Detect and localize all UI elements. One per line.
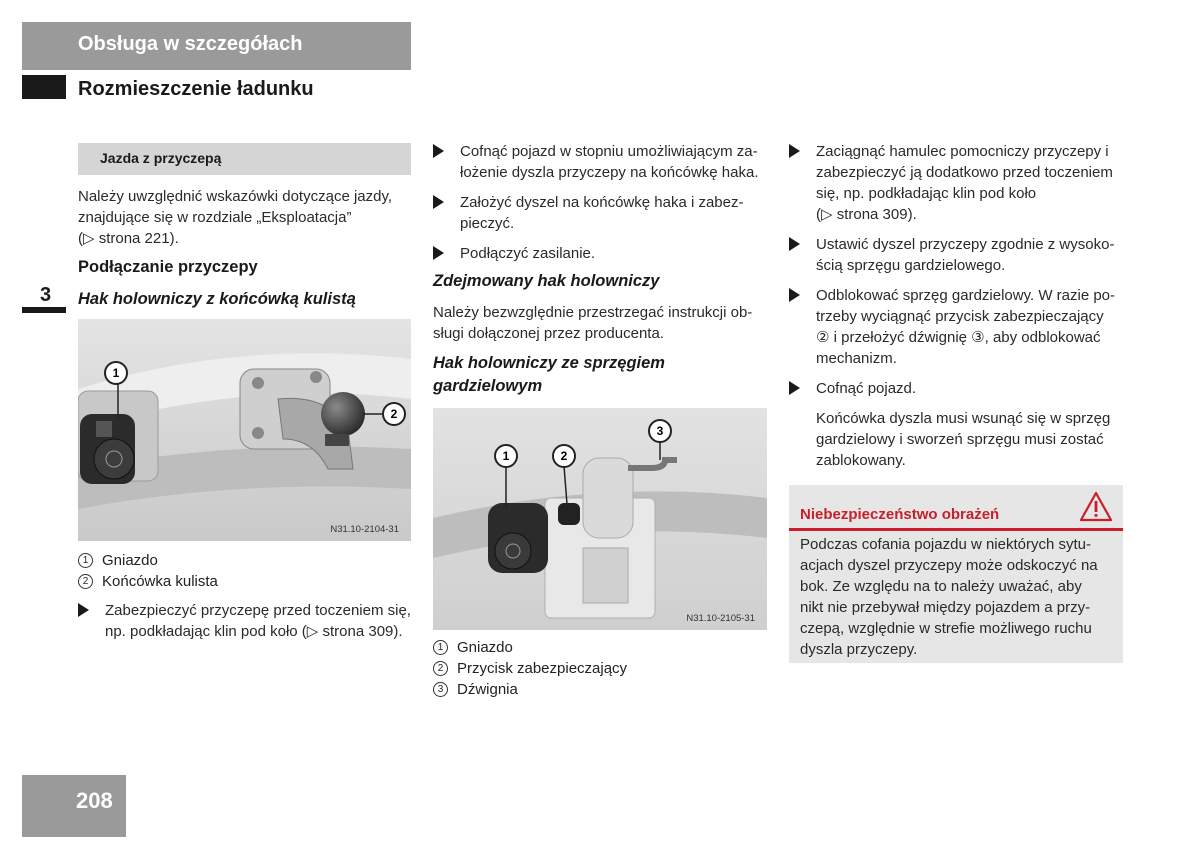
callout-1: 1	[112, 366, 120, 380]
bullet-line: Odblokować sprzęg gardzielowy. W razie po-	[816, 287, 1116, 304]
legend-figure1	[78, 550, 413, 592]
legend-item	[433, 679, 771, 700]
removable-paragraph	[433, 302, 771, 344]
bullet-arrow-icon	[433, 195, 444, 209]
warning-line: czepą, względnie w strefie możliwego ruchu	[800, 620, 1092, 637]
bullet-item	[789, 234, 1129, 276]
page-title: Rozmieszczenie ładunku	[78, 78, 314, 100]
heading-line: Hak holowniczy ze sprzęgiem	[433, 354, 665, 372]
legend-figure2	[433, 637, 771, 700]
bullet-item	[433, 141, 771, 183]
figure-code: N31.10-2105-31	[686, 613, 755, 624]
bullet-line: mechanizm.	[816, 350, 897, 367]
legend-item	[433, 637, 771, 658]
note-paragraph	[789, 408, 1129, 471]
bullet-arrow-icon	[78, 603, 89, 617]
jaw-coupling-illustration	[433, 408, 767, 630]
subheading: Jazda z przyczepą	[100, 150, 222, 166]
legend-label: Gniazdo	[457, 639, 513, 656]
bullet-line: Ustawić dyszel przyczepy zgodnie z wysoko-	[816, 236, 1115, 253]
bullet-arrow-icon	[433, 246, 444, 260]
legend-label: Przycisk zabezpieczający	[457, 660, 628, 677]
section-title: Obsługa w szczegółach	[78, 33, 303, 55]
paragraph-line: sługi dołączonej przez producenta.	[433, 325, 664, 342]
bullet-line: się, np. podkładając klin pod koło	[816, 185, 1037, 202]
legend-number: 1	[78, 553, 93, 568]
figure-jaw-coupling	[433, 408, 767, 630]
legend-number: 1	[433, 640, 448, 655]
warning-title: Niebezpieczeństwo obrażeń	[800, 506, 1000, 523]
bullet-line: (▷ strona 309).	[816, 206, 917, 223]
bullet-line: łożenie dyszla przyczepy na końcówkę haka.	[460, 164, 759, 181]
bullet-line: trzeby wyciągnąć przycisk zabezpieczający	[816, 308, 1104, 325]
bullet-line: Cofnąć pojazd w stopniu umożliwiającym za-	[460, 143, 758, 160]
note-line: zablokowany.	[816, 452, 906, 469]
column-2-bullets	[433, 141, 771, 264]
intro-line: znajdujące się w rozdziale „Eksploatacja”	[78, 209, 352, 226]
bullet-arrow-icon	[433, 144, 444, 158]
bullet-line: zabezpieczyć ją dodatkowo przed toczeniem	[816, 164, 1113, 181]
legend-number: 2	[433, 661, 448, 676]
heading-jaw-coupling	[433, 352, 665, 398]
warning-line: acjach dyszel przyczepy może odskoczyć na	[800, 557, 1098, 574]
legend-item	[78, 571, 413, 592]
heading-line: gardzielowym	[433, 377, 543, 395]
bullet-item	[433, 192, 771, 234]
legend-number: 2	[78, 574, 93, 589]
callout-1: 1	[502, 449, 510, 463]
warning-line: Podczas cofania pojazdu w niektórych sytu-	[800, 536, 1091, 553]
warning-body	[800, 534, 1114, 660]
bullet-item	[789, 378, 1129, 399]
note-line: gardzielowy i sworzeń sprzęgu musi zostać	[816, 431, 1104, 448]
bullet-item	[789, 141, 1129, 225]
bullet-line: ścią sprzęgu gardzielowego.	[816, 257, 1006, 274]
bullet-item	[78, 600, 413, 642]
intro-paragraph	[78, 186, 413, 249]
bullet-item	[433, 243, 771, 264]
page-number: 208	[76, 788, 113, 813]
legend-label: Końcówka kulista	[102, 573, 218, 590]
callout-2: 2	[390, 407, 398, 421]
warning-line: bok. Ze względu na to należy uważać, aby	[800, 578, 1082, 595]
callout-3: 3	[656, 424, 664, 438]
bullet-line: Zabezpieczyć przyczepę przed toczeniem się,	[105, 602, 411, 619]
chapter-marker	[22, 307, 66, 313]
bullet-line: ② i przełożyć dźwignię ③, aby odblokować	[816, 329, 1101, 346]
intro-line: Należy uwzględnić wskazówki dotyczące jazdy,	[78, 188, 393, 205]
bullet-item	[789, 285, 1129, 369]
warning-line: nikt nie przebywał między pojazdem a przy-	[800, 599, 1091, 616]
bullet-line: Zaciągnąć hamulec pomocniczy przyczepy i	[816, 143, 1109, 160]
column-3-bullets	[789, 141, 1129, 471]
heading-connect-trailer: Podłączanie przyczepy	[78, 258, 258, 276]
heading-removable-hitch: Zdejmowany hak holowniczy	[433, 272, 660, 290]
ball-hitch-illustration	[78, 319, 411, 541]
warning-line: dyszla przyczepy.	[800, 641, 918, 658]
legend-label: Gniazdo	[102, 552, 158, 569]
bullet-arrow-icon	[789, 144, 800, 158]
figure-ball-hitch	[78, 319, 411, 541]
bullet-line: pieczyć.	[460, 215, 515, 232]
bullet-arrow-icon	[789, 381, 800, 395]
callout-2: 2	[560, 449, 568, 463]
paragraph-line: Należy bezwzględnie przestrzegać instrukcji ob-	[433, 304, 753, 321]
legend-item	[78, 550, 413, 571]
bullet-line: Cofnąć pojazd.	[816, 380, 917, 397]
legend-item	[433, 658, 771, 679]
bullet-line: np. podkładając klin pod koło (▷ strona 309).	[105, 623, 403, 640]
header-marker	[22, 75, 66, 99]
intro-line: (▷ strona 221).	[78, 230, 179, 247]
subheading-bar	[78, 143, 411, 175]
bullet-arrow-icon	[789, 288, 800, 302]
chapter-number: 3	[40, 284, 52, 306]
legend-label: Dźwignia	[457, 681, 518, 698]
heading-ball-hitch: Hak holowniczy z końcówką kulistą	[78, 290, 356, 308]
note-line: Końcówka dyszla musi wsunąć się w sprzęg	[816, 410, 1111, 427]
bullet-line: Założyć dyszel na końcówkę haka i zabez-	[460, 194, 744, 211]
warning-divider	[789, 528, 1123, 531]
bullet-arrow-icon	[789, 237, 800, 251]
bullet-line: Podłączyć zasilanie.	[460, 245, 596, 262]
warning-box	[789, 485, 1123, 663]
legend-number: 3	[433, 682, 448, 697]
figure-code: N31.10-2104-31	[330, 524, 399, 535]
warning-triangle-icon	[1079, 491, 1113, 523]
